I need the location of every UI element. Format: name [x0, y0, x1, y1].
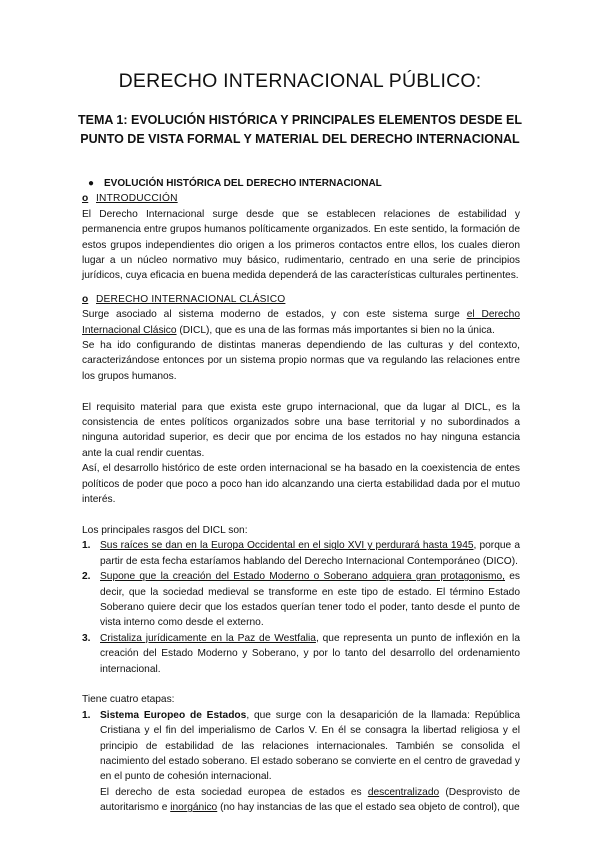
list-item: 1. Sistema Europeo de Estados, que surge con la desaparición de la llamada: República Cristiana y el fin del imperialismo de Carlos V. En él se consagra la libertad religiosa y el principio de estabilidad de las relaciones internacionales. También se consolida el nacimiento del estado soberano. El estado soberano se convierte en el centro de gravedad y en el punto de cohesión internacional. [82, 709, 521, 783]
document-subtitle: TEMA 1: EVOLUCIÓN HISTÓRICA Y PRINCIPALES ELEMENTOS DESDE EL PUNTO DE VISTA FORMAL Y MATERIAL DEL DERECHO INTERNACIONAL [77, 113, 523, 146]
etapas-continuation: El derecho de esta sociedad europea de estados es descentralizado (Desprovisto de autoritarismo e inorgánico (no hay instancias de las que el estado sea objeto de control), que [100, 786, 520, 814]
section-heading-text: EVOLUCIÓN HISTÓRICA DEL DERECHO INTERNACIONAL [104, 178, 382, 189]
etapas-list [82, 708, 520, 785]
list-item: 1. Sus raíces se dan en la Europa Occidental en el siglo XVI y perdurará hasta 1945, porque a partir de esta fecha estaríamos hablando del Derecho Internacional Contemporáneo (DICO). [82, 540, 520, 567]
dicl-underlined-term: el Derecho Internacional Clásico [82, 309, 520, 336]
subsection-marker: o [82, 293, 89, 305]
document-title: DERECHO INTERNACIONAL PÚBLICO: [118, 70, 482, 92]
etapas-intro: Tiene cuatro etapas: [82, 694, 175, 706]
rasgos-list [82, 538, 520, 677]
list-item: 3. Cristaliza jurídicamente en la Paz de Westfalia, que representa un punto de inflexión en la creación del Estado Moderno y Soberano, y por lo tanto del desarrollo del ordenamiento internacional. [82, 632, 520, 675]
intro-heading-text: INTRODUCCIÓN [96, 193, 178, 205]
bullet-icon: ● [88, 178, 95, 189]
dicl-paragraph-2: Se ha ido configurando de distintas maneras dependiendo de las culturas y del contexto, caracterizándose entonces por un sistema propio normas que va regulando las relaciones entre los grupos humanos. [82, 340, 520, 382]
list-item: 2. Supone que la creación del Estado Moderno o Soberano adquiera gran protagonismo, es decir, que la sociedad medieval se transforme en este tipo de estado. El término Estado Soberano quiere decir que los estados querían tener todo el poder, tanto desde el punto de vista interno como desde el externo. [82, 571, 520, 629]
dicl-paragraph-1: Surge asociado al sistema moderno de estados, y con este sistema surge el Derecho Internacional Clásico (DICL), que es una de las formas más importantes si bien no la única. [82, 309, 520, 336]
rasgos-intro: Los principales rasgos del DICL son: [82, 524, 248, 536]
intro-heading [82, 191, 520, 206]
subsection-marker: o [82, 193, 89, 205]
dicl-heading [82, 292, 520, 307]
section-heading [82, 176, 520, 191]
intro-paragraph: El Derecho Internacional surge desde que se establecen relaciones de estabilidad y permanencia entre grupos humanos políticamente organizados. En este sentido, la formación de estos grupos independientes dio origen a los primeros contactos entre ellos, los cuales dieron lugar a un núcleo normativo muy básico, rudimentario, centrado en una serie de principios jurídicos, cuya eficacia en buena medida dependerá de las características culturales pertinentes. [82, 208, 520, 282]
dicl-paragraph-3: El requisito material para que exista este grupo internacional, que da lugar al DICL, es la consistencia de entes políticos organizados sobre una base territorial y no subordinados a ninguna autoridad superior, es decir que por encima de los estados no hay ninguna estancia ante la cual rendir cuentas. [82, 401, 520, 459]
dicl-heading-text: DERECHO INTERNACIONAL CLÁSICO [96, 293, 286, 305]
dicl-paragraph-4: Así, el desarrollo histórico de este orden internacional se ha basado en la coexistencia de entes políticos de poder que poco a poco han ido alcanzando una cierta estabilidad dada por el mutuo interés. [82, 463, 520, 506]
document-body [82, 176, 520, 816]
